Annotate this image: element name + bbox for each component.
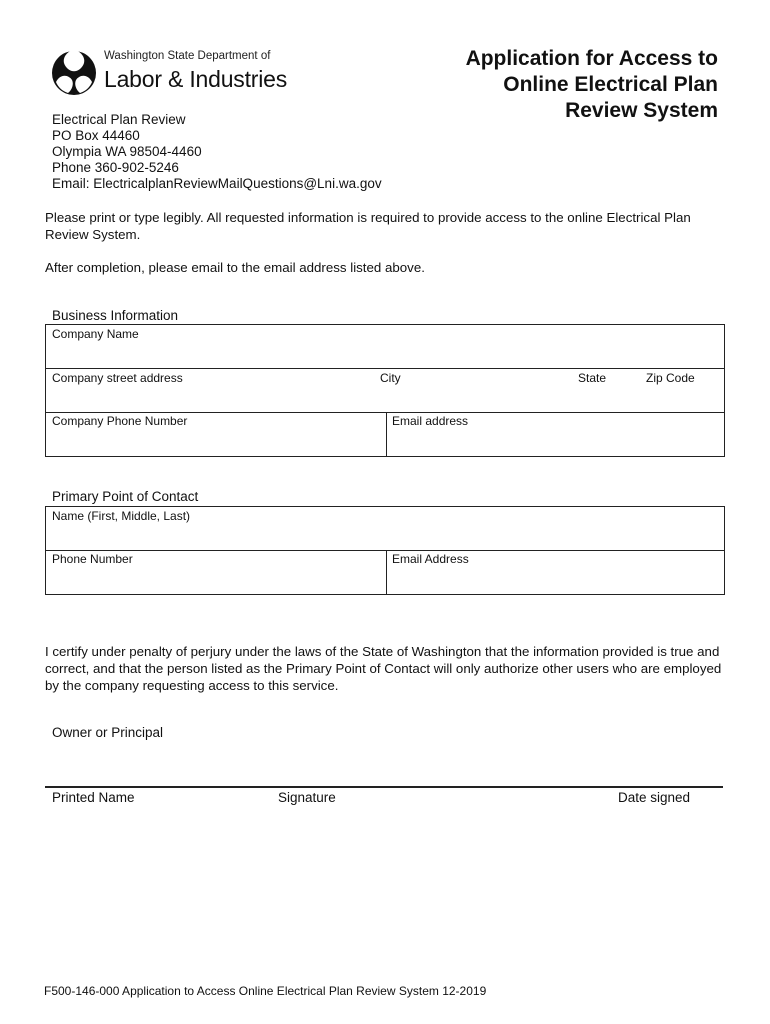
form-footer: F500-146-000 Application to Access Online Electrical Plan Review System 12-2019	[44, 984, 487, 998]
company-phone-label: Company Phone Number	[52, 414, 188, 428]
contact-email-label: Email Address	[392, 552, 469, 566]
company-name-field[interactable]	[46, 325, 724, 369]
field-divider	[386, 551, 387, 594]
lni-logo-icon	[50, 44, 98, 98]
zip-code-label: Zip Code	[646, 371, 695, 385]
title-line: Online Electrical Plan	[503, 73, 718, 96]
field-divider	[386, 413, 387, 456]
contact-phone-label: Phone Number	[52, 552, 133, 566]
legibility-instruction: Please print or type legibly. All requested information is required to provide access to the online Electrical Plan Review System.	[45, 210, 691, 242]
department-name: Labor & Industries	[104, 66, 288, 92]
state-label: State	[578, 371, 607, 385]
signature-label: Signature	[278, 790, 336, 805]
contact-name-field[interactable]	[46, 507, 724, 551]
company-contact-row	[46, 413, 724, 456]
agency-logo	[50, 44, 290, 100]
office-name: Electrical Plan Review	[52, 112, 186, 127]
form-title	[388, 46, 718, 124]
completion-instruction: After completion, please email to the email address listed above.	[45, 260, 425, 275]
agency-name: Washington State Department of	[104, 50, 271, 62]
mailing-address	[52, 112, 382, 192]
title-line: Application for Access to	[465, 47, 718, 70]
street-address-label: Company street address	[52, 371, 183, 385]
po-box: PO Box 44460	[52, 128, 140, 143]
city-label: City	[380, 371, 401, 385]
phone-number: Phone 360-902-5246	[52, 160, 179, 175]
business-info-box	[45, 324, 725, 457]
contact-info-box	[45, 506, 725, 595]
email-address: Email: ElectricalplanReviewMailQuestions@Lni.wa.gov	[52, 176, 382, 191]
printed-name-label: Printed Name	[52, 790, 135, 805]
certification-statement: I certify under penalty of perjury under the laws of the State of Washington that the information provided is true and correct, and that the person listed as the Primary Point of Contact will only authorize other users who are employed by the company requesting access to this service.	[45, 644, 722, 693]
title-line: Review System	[565, 99, 718, 122]
date-signed-label: Date signed	[618, 790, 691, 805]
contact-name-label: Name (First, Middle, Last)	[52, 509, 191, 523]
contact-phone-email-row	[46, 551, 724, 594]
business-section-title: Business Information	[52, 308, 179, 323]
owner-principal-label: Owner or Principal	[52, 725, 164, 740]
contact-section-title: Primary Point of Contact	[52, 489, 199, 504]
company-address-row	[46, 369, 724, 413]
signature-line[interactable]	[45, 786, 723, 788]
company-name-label: Company Name	[52, 327, 139, 341]
city-state-zip: Olympia WA 98504-4460	[52, 144, 202, 159]
company-email-label: Email address	[392, 414, 469, 428]
